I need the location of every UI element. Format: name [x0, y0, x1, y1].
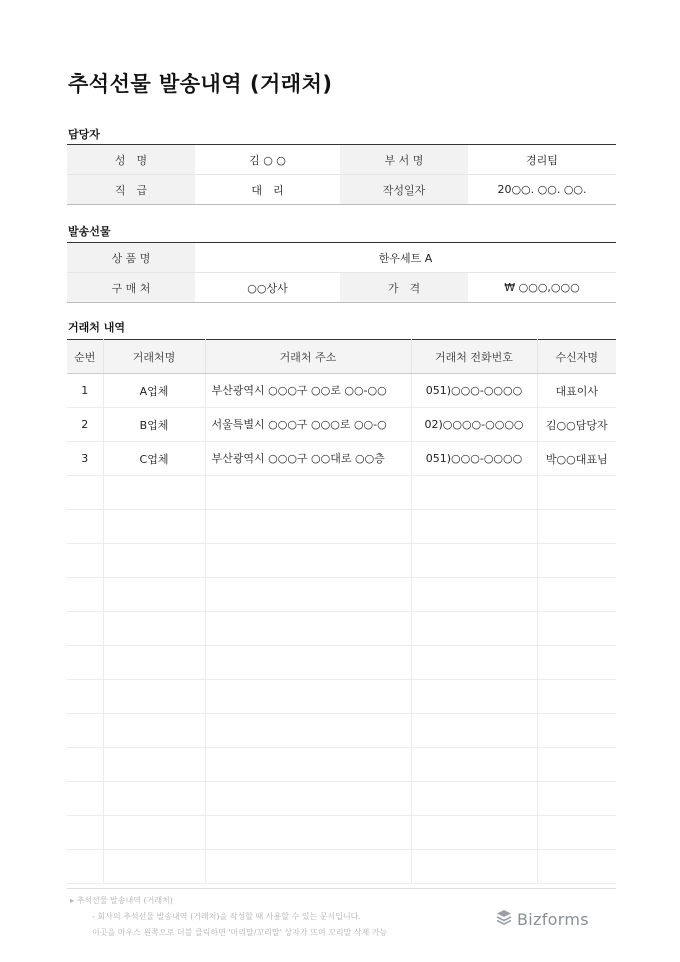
empty-cell[interactable]: [537, 578, 616, 612]
clients-table: [67, 339, 616, 884]
empty-cell[interactable]: [67, 476, 103, 510]
col-header-address: 거래처 주소: [205, 340, 411, 374]
name-label: 성 명: [67, 145, 195, 175]
client-address[interactable]: 부산광역시 ○○○구 ○○로 ○○-○○: [205, 374, 411, 408]
client-address[interactable]: 부산광역시 ○○○구 ○○대로 ○○층: [205, 442, 411, 476]
empty-cell[interactable]: [205, 714, 411, 748]
col-header-name: 거래처명: [103, 340, 205, 374]
empty-cell[interactable]: [67, 680, 103, 714]
empty-cell[interactable]: [103, 578, 205, 612]
empty-cell[interactable]: [67, 816, 103, 850]
client-phone[interactable]: 02)○○○○-○○○○: [411, 408, 537, 442]
recipient-name[interactable]: 박○○대표님: [537, 442, 616, 476]
empty-cell[interactable]: [205, 578, 411, 612]
client-phone[interactable]: 051)○○○-○○○○: [411, 442, 537, 476]
empty-table-row: [67, 782, 616, 816]
empty-cell[interactable]: [205, 510, 411, 544]
empty-cell[interactable]: [411, 476, 537, 510]
date-value[interactable]: 20○○. ○○. ○○.: [497, 183, 587, 196]
footer-description: - 회사의 추석선물 발송내역 (거래처)을 작성할 때 사용할 수 있는 문서입니다.: [92, 912, 361, 921]
empty-cell[interactable]: [67, 850, 103, 884]
empty-cell[interactable]: [67, 544, 103, 578]
empty-cell[interactable]: [67, 646, 103, 680]
empty-cell[interactable]: [205, 850, 411, 884]
empty-cell[interactable]: [103, 782, 205, 816]
col-header-no: 순번: [67, 340, 103, 374]
empty-cell[interactable]: [205, 816, 411, 850]
empty-table-row: [67, 748, 616, 782]
empty-cell[interactable]: [103, 510, 205, 544]
empty-cell[interactable]: [67, 714, 103, 748]
manager-table: [67, 144, 616, 205]
empty-cell[interactable]: [67, 510, 103, 544]
col-header-recipient: 수신자명: [537, 340, 616, 374]
empty-cell[interactable]: [67, 612, 103, 646]
empty-cell[interactable]: [205, 612, 411, 646]
empty-cell[interactable]: [411, 680, 537, 714]
empty-cell[interactable]: [205, 476, 411, 510]
stack-icon: [495, 908, 513, 930]
empty-cell[interactable]: [103, 680, 205, 714]
empty-cell[interactable]: [103, 646, 205, 680]
empty-cell[interactable]: [537, 510, 616, 544]
empty-table-row: [67, 850, 616, 884]
empty-cell[interactable]: [67, 782, 103, 816]
empty-cell[interactable]: [103, 476, 205, 510]
row-number[interactable]: 2: [67, 408, 103, 442]
empty-cell[interactable]: [67, 578, 103, 612]
clients-heading: 거래처 내역: [68, 321, 125, 334]
footer-doc-title: ▸ 추석선물 발송내역 (거래처): [70, 896, 173, 905]
buyer-value[interactable]: ○○상사: [247, 281, 288, 295]
empty-cell[interactable]: [537, 714, 616, 748]
empty-cell[interactable]: [537, 748, 616, 782]
position-label: 직 급: [67, 175, 195, 205]
col-header-phone: 거래처 전화번호: [411, 340, 537, 374]
client-name[interactable]: C업체: [103, 442, 205, 476]
footer-divider: [67, 888, 616, 889]
price-value[interactable]: ₩ ○○○,○○○: [504, 281, 580, 294]
empty-cell[interactable]: [537, 680, 616, 714]
empty-table-row: [67, 476, 616, 510]
table-row: [67, 442, 616, 476]
gift-heading: 발송선물: [68, 225, 111, 238]
empty-cell[interactable]: [411, 714, 537, 748]
bizforms-logo: [495, 908, 589, 930]
logo-text: Bizforms: [517, 909, 589, 929]
empty-cell[interactable]: [537, 544, 616, 578]
row-number[interactable]: 1: [67, 374, 103, 408]
dept-value[interactable]: 경리팀: [468, 145, 616, 175]
empty-cell[interactable]: [537, 646, 616, 680]
empty-table-row: [67, 714, 616, 748]
recipient-name[interactable]: 대표이사: [537, 374, 616, 408]
position-value[interactable]: 대 리: [251, 183, 284, 197]
empty-table-row: [67, 680, 616, 714]
recipient-name[interactable]: 김○○담당자: [537, 408, 616, 442]
date-label: 작성일자: [340, 175, 468, 205]
buyer-label: 구 매 처: [67, 273, 195, 303]
empty-cell[interactable]: [205, 748, 411, 782]
empty-cell[interactable]: [537, 782, 616, 816]
table-row: [67, 408, 616, 442]
empty-cell[interactable]: [205, 680, 411, 714]
empty-cell[interactable]: [103, 748, 205, 782]
empty-cell[interactable]: [103, 544, 205, 578]
empty-cell[interactable]: [205, 782, 411, 816]
empty-cell[interactable]: [411, 782, 537, 816]
empty-table-row: [67, 612, 616, 646]
empty-cell[interactable]: [411, 850, 537, 884]
dept-label: 부 서 명: [340, 145, 468, 175]
empty-table-row: [67, 646, 616, 680]
page-title: 추석선물 발송내역 (거래처): [68, 72, 333, 96]
table-row: [67, 374, 616, 408]
empty-cell[interactable]: [67, 748, 103, 782]
empty-cell[interactable]: [411, 816, 537, 850]
client-name[interactable]: B업체: [103, 408, 205, 442]
product-label: 상 품 명: [67, 243, 195, 273]
empty-cell[interactable]: [205, 544, 411, 578]
client-phone[interactable]: 051)○○○-○○○○: [411, 374, 537, 408]
manager-heading: 담당자: [68, 128, 100, 141]
empty-cell[interactable]: [103, 850, 205, 884]
gift-table: [67, 242, 616, 303]
empty-table-row: [67, 816, 616, 850]
empty-cell[interactable]: [103, 612, 205, 646]
empty-cell[interactable]: [537, 476, 616, 510]
empty-cell[interactable]: [537, 816, 616, 850]
empty-cell[interactable]: [411, 544, 537, 578]
empty-table-row: [67, 510, 616, 544]
footer-hint: 이곳을 마우스 왼쪽으로 더블 클릭하면 '머리말/꼬리말' 상자가 뜨며 꼬리말 삭제 가능: [92, 928, 388, 937]
empty-table-row: [67, 544, 616, 578]
empty-cell[interactable]: [103, 714, 205, 748]
row-number[interactable]: 3: [67, 442, 103, 476]
empty-cell[interactable]: [411, 612, 537, 646]
client-name[interactable]: A업체: [103, 374, 205, 408]
empty-cell[interactable]: [411, 578, 537, 612]
empty-table-row: [67, 578, 616, 612]
empty-cell[interactable]: [411, 748, 537, 782]
empty-cell[interactable]: [411, 646, 537, 680]
empty-cell[interactable]: [205, 646, 411, 680]
name-value[interactable]: 김 ○ ○: [195, 145, 340, 175]
client-address[interactable]: 서울특별시 ○○○구 ○○○로 ○○-○: [205, 408, 411, 442]
product-value[interactable]: 한우세트 A: [195, 243, 616, 273]
empty-cell[interactable]: [537, 612, 616, 646]
price-label: 가 격: [340, 273, 468, 303]
empty-cell[interactable]: [537, 850, 616, 884]
empty-cell[interactable]: [411, 510, 537, 544]
empty-cell[interactable]: [103, 816, 205, 850]
